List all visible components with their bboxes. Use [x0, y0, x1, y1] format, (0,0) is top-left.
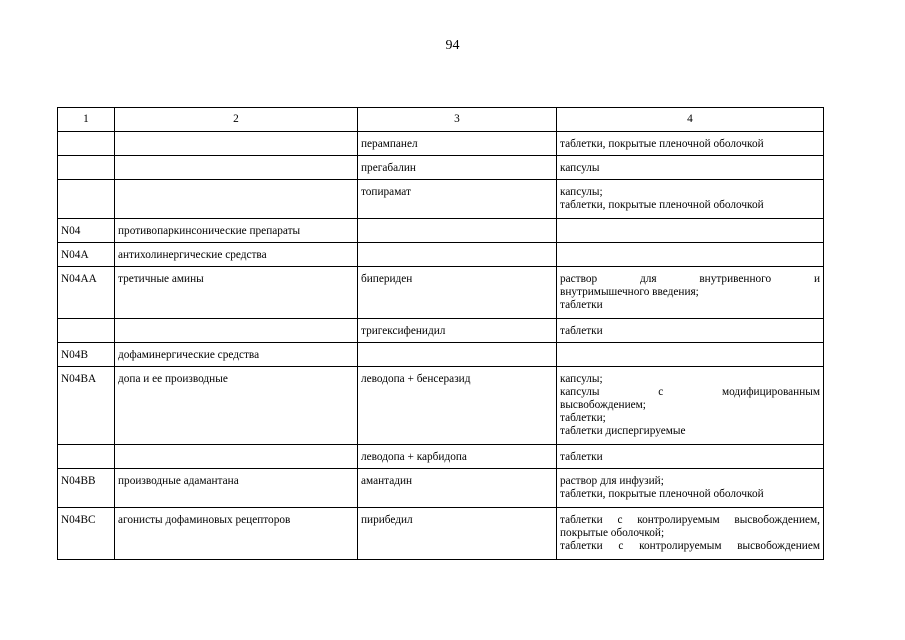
table-row — [58, 343, 824, 367]
atc-code-cell: N04BC — [58, 508, 115, 560]
atc-code-cell — [58, 156, 115, 180]
atc-code-cell — [58, 180, 115, 219]
drug-name-cell: топирамат — [358, 180, 557, 219]
drug-table — [57, 107, 824, 560]
atc-code-cell — [58, 319, 115, 343]
anatomical-group-cell — [115, 319, 358, 343]
dosage-form-line: капсулы; — [560, 186, 603, 198]
dosage-form-cell — [557, 343, 824, 367]
dosage-form-line: капсулы с модифицированным — [560, 386, 820, 398]
table-row — [58, 132, 824, 156]
atc-code-cell: N04AA — [58, 267, 115, 319]
anatomical-group-cell: противопаркинсонические препараты — [115, 219, 358, 243]
anatomical-group-cell: допа и ее производные — [115, 367, 358, 445]
dosage-form-cell — [557, 267, 824, 319]
atc-code-cell: N04BB — [58, 469, 115, 508]
dosage-form-cell — [557, 508, 824, 560]
page-number: 94 — [445, 38, 460, 53]
table-row — [58, 156, 824, 180]
table-row — [58, 219, 824, 243]
drug-name-cell: тригексифенидил — [358, 319, 557, 343]
anatomical-group-cell — [115, 132, 358, 156]
header-col-4: 4 — [557, 108, 824, 132]
drug-name-cell: бипериден — [358, 267, 557, 319]
atc-code-cell: N04BA — [58, 367, 115, 445]
dosage-form-line: капсулы — [560, 162, 600, 174]
dosage-form-line: раствор для инфузий; — [560, 475, 664, 487]
dosage-form-cell — [557, 180, 824, 219]
table-row — [58, 267, 824, 319]
drug-name-cell: леводопа + бенсеразид — [358, 367, 557, 445]
dosage-form-line: таблетки, покрытые пленочной оболочкой — [560, 199, 764, 211]
anatomical-group-cell: третичные амины — [115, 267, 358, 319]
table-body — [58, 108, 824, 560]
dosage-form-line: таблетки с контролируемым высвобождением — [560, 540, 820, 552]
atc-code-cell: N04B — [58, 343, 115, 367]
drug-name-cell: перампанел — [358, 132, 557, 156]
dosage-form-line: таблетки — [560, 451, 603, 463]
drug-name-cell: амантадин — [358, 469, 557, 508]
drug-name-cell: пирибедил — [358, 508, 557, 560]
header-row — [58, 108, 824, 132]
dosage-form-cell — [557, 445, 824, 469]
header-col-1: 1 — [58, 108, 115, 132]
table-row — [58, 243, 824, 267]
atc-code-cell — [58, 445, 115, 469]
dosage-form-cell — [557, 469, 824, 508]
dosage-form-line: таблетки, покрытые пленочной оболочкой — [560, 138, 764, 150]
dosage-form-line: таблетки диспергируемые — [560, 425, 686, 437]
dosage-form-cell — [557, 219, 824, 243]
header-col-2: 2 — [115, 108, 358, 132]
dosage-form-line: раствор для внутривенного и — [560, 273, 820, 285]
drug-name-cell: прегабалин — [358, 156, 557, 180]
table-row — [58, 445, 824, 469]
dosage-form-line: покрытые оболочкой; — [560, 527, 665, 539]
atc-code-cell: N04A — [58, 243, 115, 267]
dosage-form-line: внутримышечного введения; — [560, 286, 699, 298]
table-row — [58, 319, 824, 343]
table-row — [58, 508, 824, 560]
anatomical-group-cell — [115, 180, 358, 219]
dosage-form-cell — [557, 367, 824, 445]
dosage-form-line: таблетки, покрытые пленочной оболочкой — [560, 488, 764, 500]
anatomical-group-cell — [115, 156, 358, 180]
header-col-3: 3 — [358, 108, 557, 132]
table-row — [58, 180, 824, 219]
anatomical-group-cell: антихолинергические средства — [115, 243, 358, 267]
table-row — [58, 469, 824, 508]
dosage-form-line: таблетки — [560, 299, 603, 311]
table-row — [58, 367, 824, 445]
dosage-form-cell — [557, 319, 824, 343]
drug-name-cell: леводопа + карбидопа — [358, 445, 557, 469]
dosage-form-cell — [557, 156, 824, 180]
dosage-form-line: высвобождением; — [560, 399, 646, 411]
drug-name-cell — [358, 219, 557, 243]
dosage-form-line: капсулы; — [560, 373, 603, 385]
anatomical-group-cell: производные адамантана — [115, 469, 358, 508]
dosage-form-line: таблетки; — [560, 412, 606, 424]
atc-code-cell — [58, 132, 115, 156]
anatomical-group-cell: дофаминергические средства — [115, 343, 358, 367]
drug-name-cell — [358, 243, 557, 267]
anatomical-group-cell: агонисты дофаминовых рецепторов — [115, 508, 358, 560]
dosage-form-line: таблетки с контролируемым высвобождением, — [560, 514, 820, 526]
dosage-form-cell — [557, 132, 824, 156]
dosage-form-cell — [557, 243, 824, 267]
dosage-form-line: таблетки — [560, 325, 603, 337]
atc-code-cell: N04 — [58, 219, 115, 243]
anatomical-group-cell — [115, 445, 358, 469]
drug-name-cell — [358, 343, 557, 367]
